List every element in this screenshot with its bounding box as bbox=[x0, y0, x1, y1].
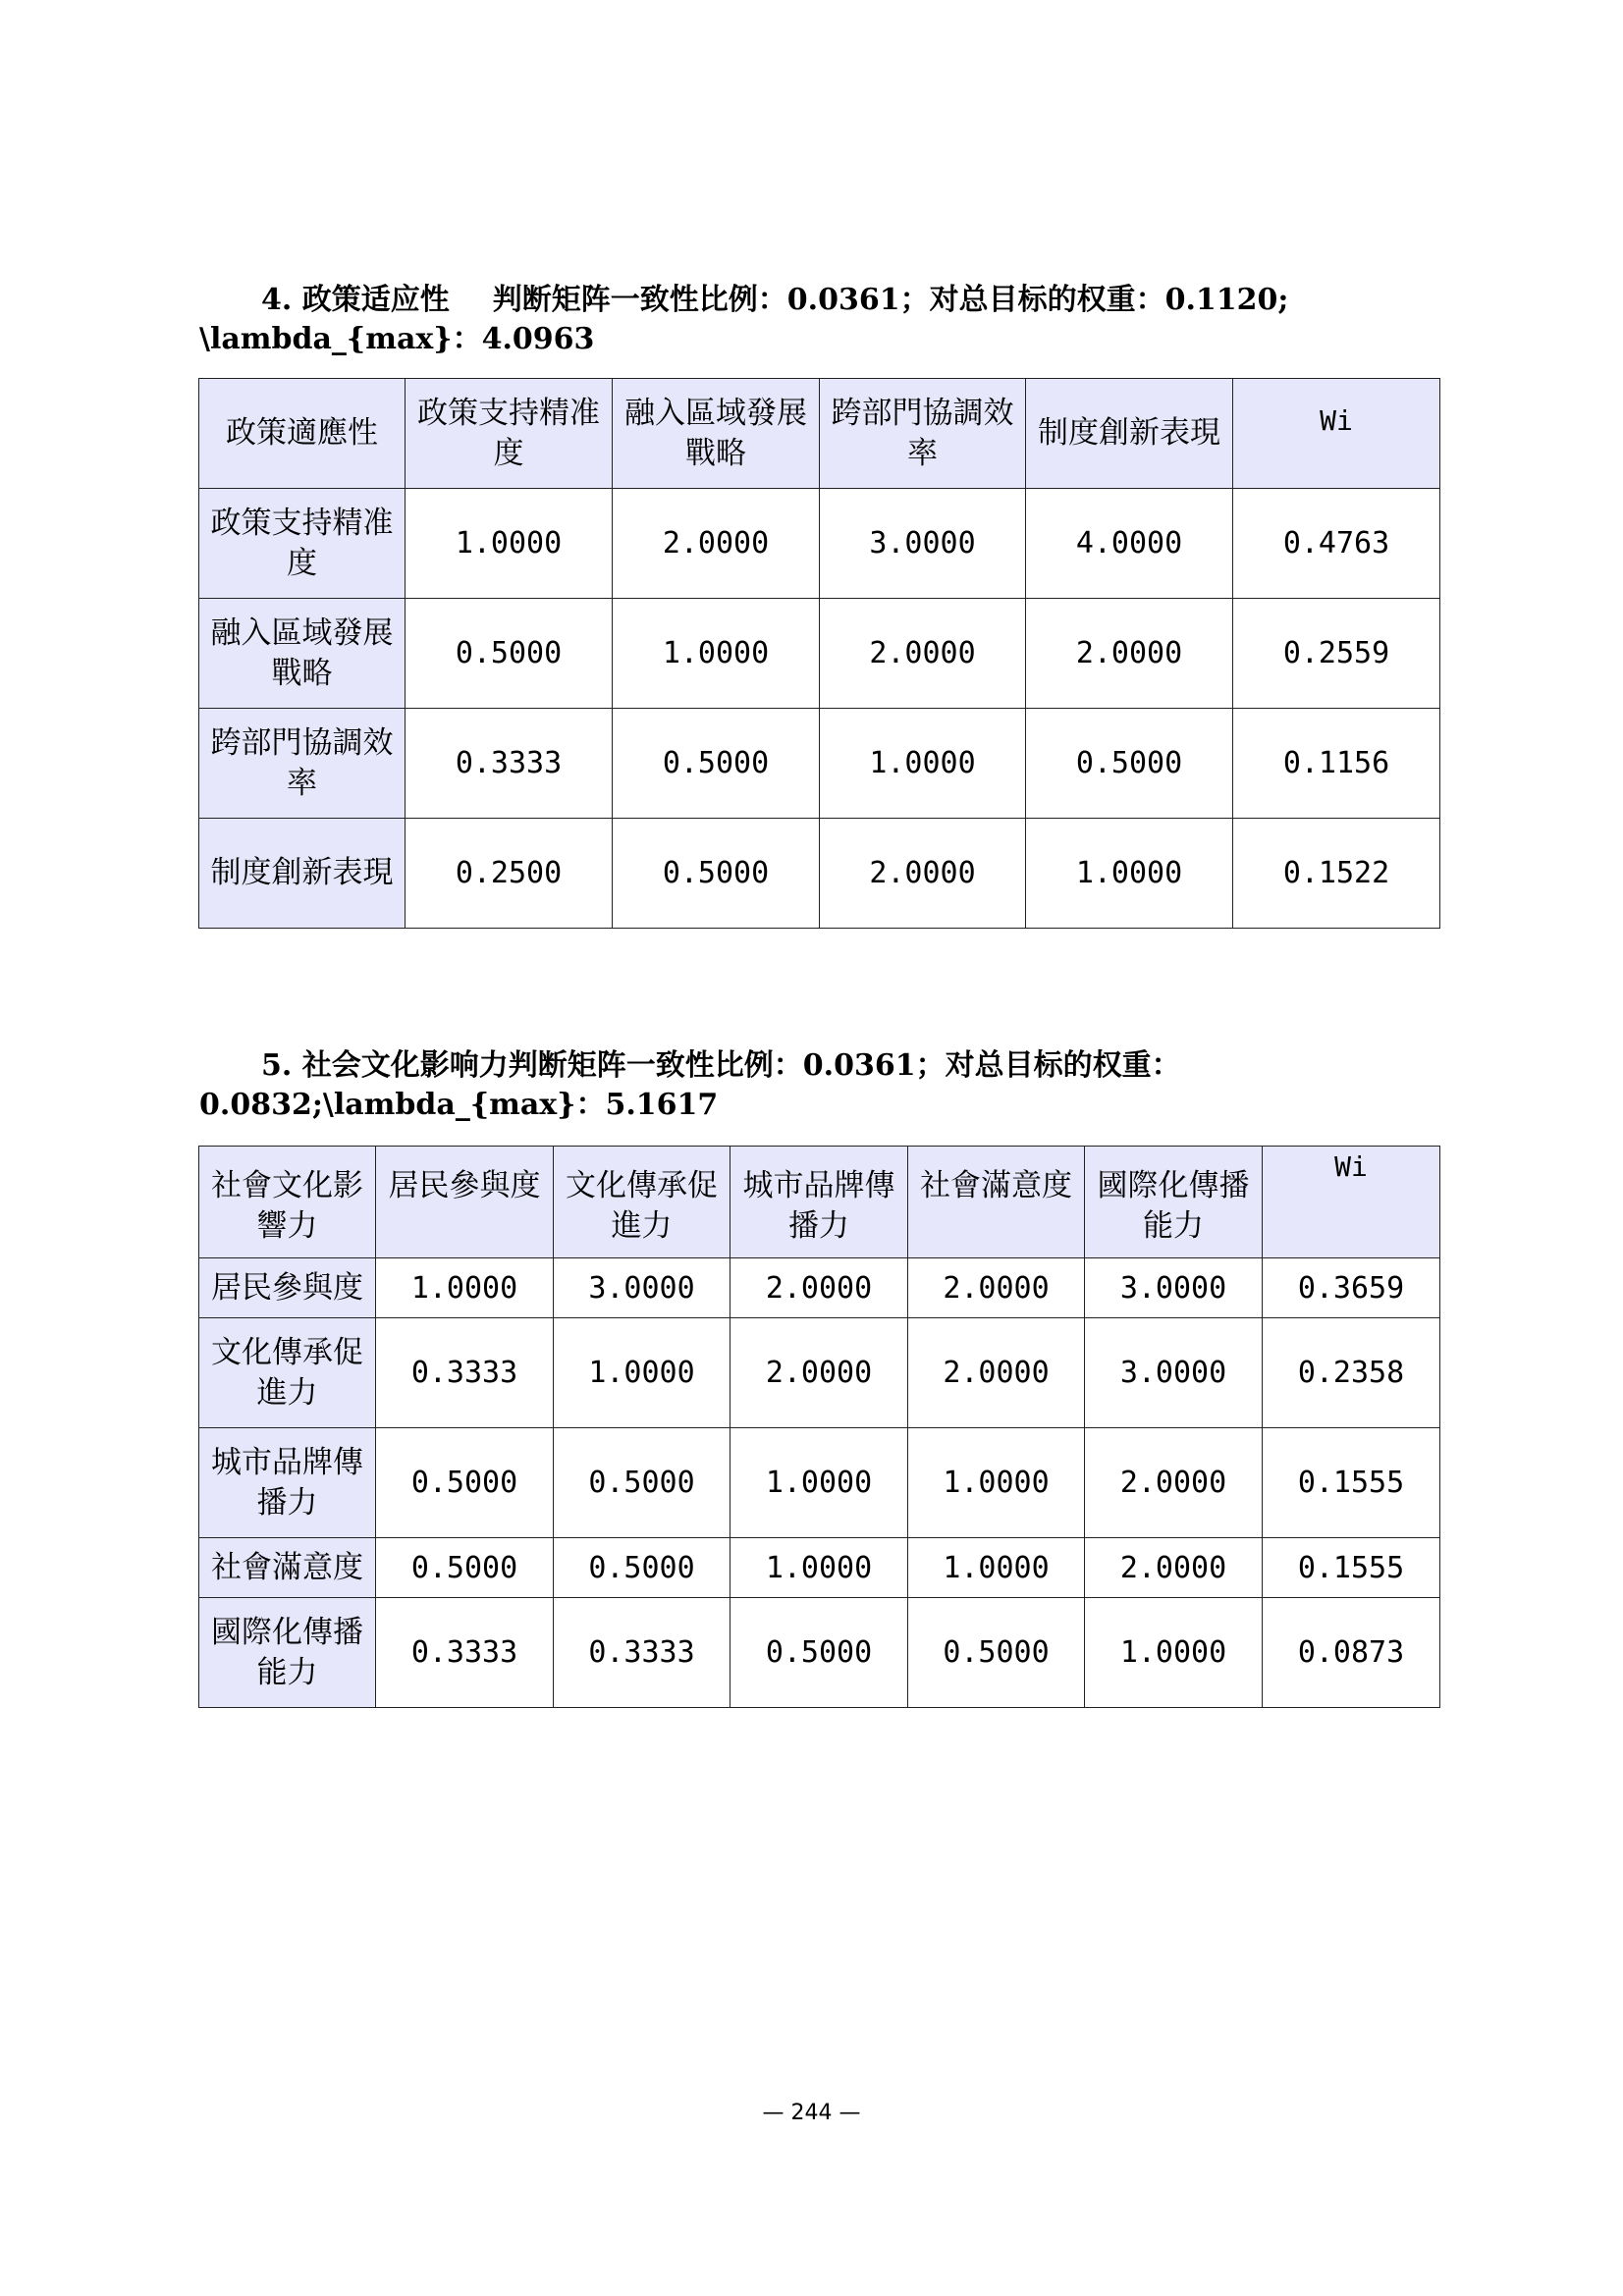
row-header: 城市品牌傳播力 bbox=[199, 1428, 376, 1538]
matrix-cell: 1.0000 bbox=[376, 1258, 554, 1318]
matrix-cell: 1.0000 bbox=[406, 489, 613, 599]
matrix-cell: 0.5000 bbox=[613, 819, 820, 929]
column-header: 跨部門協調效率 bbox=[820, 379, 1026, 489]
page-number: — 244 — bbox=[762, 2101, 861, 2125]
column-header: 制度創新表現 bbox=[1026, 379, 1233, 489]
column-header: 居民參與度 bbox=[376, 1147, 554, 1258]
weight-column-header: Wi bbox=[1263, 1147, 1440, 1258]
matrix-cell: 1.0000 bbox=[1026, 819, 1233, 929]
matrix-cell: 0.5000 bbox=[376, 1538, 554, 1598]
matrix-cell: 1.0000 bbox=[820, 709, 1026, 819]
weight-cell: 0.0873 bbox=[1263, 1598, 1440, 1708]
weight-cell: 0.1555 bbox=[1263, 1428, 1440, 1538]
table-row bbox=[199, 599, 1440, 709]
row-header: 融入區域發展戰略 bbox=[199, 599, 406, 709]
weight-column-header: Wi bbox=[1233, 379, 1440, 489]
matrix-cell: 1.0000 bbox=[908, 1428, 1085, 1538]
matrix-cell: 3.0000 bbox=[820, 489, 1026, 599]
weight-cell: 0.1522 bbox=[1233, 819, 1440, 929]
column-header: 社會滿意度 bbox=[908, 1147, 1085, 1258]
matrix-cell: 2.0000 bbox=[730, 1318, 908, 1428]
table-row bbox=[199, 709, 1440, 819]
matrix-cell: 1.0000 bbox=[554, 1318, 730, 1428]
matrix-cell: 2.0000 bbox=[820, 599, 1026, 709]
section-4-summary: 判断矩阵一致性比例：0.0361；对总目标的权重：0.1120; \lambda_{max}：4.0963 bbox=[199, 283, 1289, 356]
column-header: 國際化傳播能力 bbox=[1085, 1147, 1263, 1258]
column-header: 政策支持精准度 bbox=[406, 379, 613, 489]
section-4-title: 4. 政策适应性 bbox=[261, 283, 450, 317]
matrix-cell: 3.0000 bbox=[1085, 1258, 1263, 1318]
section-4-heading bbox=[199, 281, 1438, 359]
matrix-cell: 2.0000 bbox=[613, 489, 820, 599]
matrix-cell: 1.0000 bbox=[908, 1538, 1085, 1598]
column-header: 城市品牌傳播力 bbox=[730, 1147, 908, 1258]
table-row bbox=[199, 1258, 1440, 1318]
column-header: 文化傳承促進力 bbox=[554, 1147, 730, 1258]
matrix-cell: 0.5000 bbox=[554, 1428, 730, 1538]
table-row bbox=[199, 1538, 1440, 1598]
matrix-cell: 1.0000 bbox=[613, 599, 820, 709]
table-header-row bbox=[199, 1147, 1440, 1258]
weight-cell: 0.1156 bbox=[1233, 709, 1440, 819]
matrix-cell: 0.5000 bbox=[613, 709, 820, 819]
table-row bbox=[199, 819, 1440, 929]
weight-cell: 0.1555 bbox=[1263, 1538, 1440, 1598]
matrix-cell: 0.5000 bbox=[908, 1598, 1085, 1708]
matrix-cell: 0.5000 bbox=[730, 1598, 908, 1708]
corner-header: 政策適應性 bbox=[199, 379, 406, 489]
row-header: 政策支持精准度 bbox=[199, 489, 406, 599]
table-row bbox=[199, 489, 1440, 599]
matrix-cell: 0.3333 bbox=[554, 1598, 730, 1708]
matrix-cell: 2.0000 bbox=[820, 819, 1026, 929]
matrix-cell: 0.3333 bbox=[406, 709, 613, 819]
matrix-cell: 0.5000 bbox=[376, 1428, 554, 1538]
row-header: 制度創新表現 bbox=[199, 819, 406, 929]
matrix-cell: 2.0000 bbox=[730, 1258, 908, 1318]
matrix-cell: 3.0000 bbox=[1085, 1318, 1263, 1428]
table-row bbox=[199, 1428, 1440, 1538]
table-row bbox=[199, 1598, 1440, 1708]
matrix-cell: 4.0000 bbox=[1026, 489, 1233, 599]
table-header-row bbox=[199, 379, 1440, 489]
matrix-cell: 0.2500 bbox=[406, 819, 613, 929]
matrix-cell: 2.0000 bbox=[1085, 1428, 1263, 1538]
social-cultural-influence-matrix bbox=[198, 1146, 1440, 1708]
policy-adaptability-matrix bbox=[198, 378, 1440, 929]
matrix-cell: 2.0000 bbox=[1085, 1538, 1263, 1598]
matrix-cell: 1.0000 bbox=[730, 1538, 908, 1598]
weight-cell: 0.2559 bbox=[1233, 599, 1440, 709]
matrix-cell: 0.5000 bbox=[1026, 709, 1233, 819]
matrix-cell: 0.3333 bbox=[376, 1318, 554, 1428]
matrix-cell: 1.0000 bbox=[730, 1428, 908, 1538]
matrix-cell: 2.0000 bbox=[908, 1318, 1085, 1428]
matrix-cell: 0.5000 bbox=[554, 1538, 730, 1598]
weight-cell: 0.4763 bbox=[1233, 489, 1440, 599]
matrix-cell: 0.3333 bbox=[376, 1598, 554, 1708]
row-header: 跨部門協調效率 bbox=[199, 709, 406, 819]
matrix-cell: 2.0000 bbox=[908, 1258, 1085, 1318]
row-header: 社會滿意度 bbox=[199, 1538, 376, 1598]
matrix-cell: 1.0000 bbox=[1085, 1598, 1263, 1708]
matrix-cell: 2.0000 bbox=[1026, 599, 1233, 709]
row-header: 居民參與度 bbox=[199, 1258, 376, 1318]
matrix-cell: 0.5000 bbox=[406, 599, 613, 709]
column-header: 融入區域發展戰略 bbox=[613, 379, 820, 489]
corner-header: 社會文化影響力 bbox=[199, 1147, 376, 1258]
row-header: 文化傳承促進力 bbox=[199, 1318, 376, 1428]
matrix-cell: 3.0000 bbox=[554, 1258, 730, 1318]
row-header: 國際化傳播能力 bbox=[199, 1598, 376, 1708]
weight-cell: 0.2358 bbox=[1263, 1318, 1440, 1428]
section-5-heading: 5. 社会文化影响力判断矩阵一致性比例：0.0361；对总目标的权重：0.0832;\lambda_{max}：5.1617 bbox=[199, 1048, 1181, 1122]
table-row bbox=[199, 1318, 1440, 1428]
weight-cell: 0.3659 bbox=[1263, 1258, 1440, 1318]
